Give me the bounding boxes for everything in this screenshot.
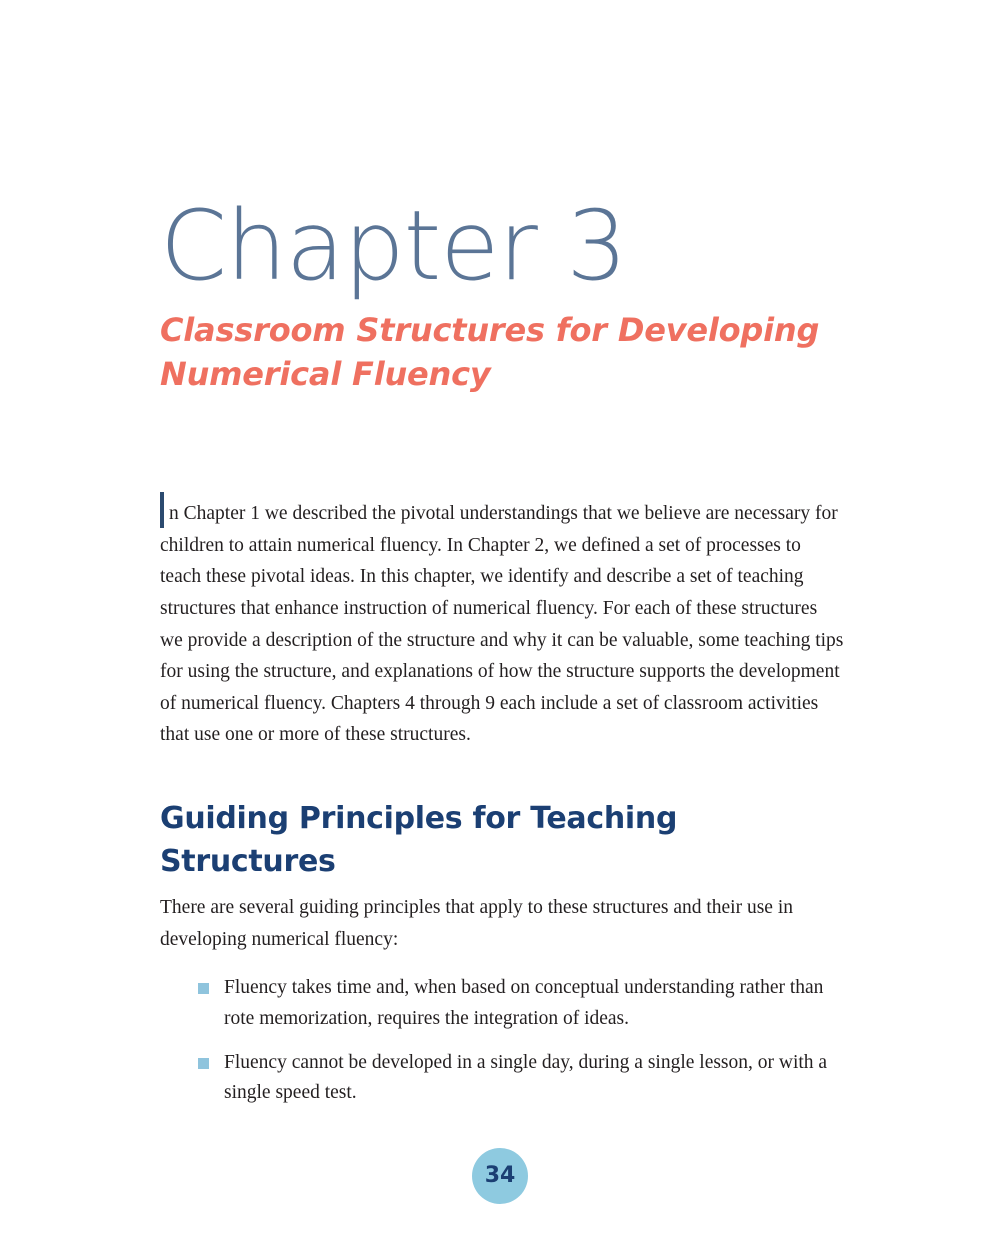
drop-cap-rule	[160, 492, 164, 528]
intro-paragraph-text: n Chapter 1 we described the pivotal understandings that we believe are necessary for children to attain numerical fluency. In Chapter 2, we defined a set of processes to teach these pivotal ideas. In this chapter, we identify and describe a set of teaching structures that enhance instruction of numerical fluency. For each of these structures we provide a description of the structure and why it can be valuable, some teaching tips for using the structure, and explanations of how the structure supports the development of numerical fluency. Chapters 4 through 9 each include a set of classroom activities that use one or more of these structures.	[160, 503, 844, 746]
list-item	[198, 1048, 844, 1109]
intro-paragraph	[160, 492, 844, 751]
page-footer	[0, 1148, 1000, 1204]
chapter-subtitle: Classroom Structures for Developing Numerical Fluency	[160, 311, 820, 394]
page-number: 34	[472, 1148, 528, 1204]
square-bullet-icon	[198, 983, 209, 994]
section-intro-text: There are several guiding principles that apply to these structures and their use in developing numerical fluency:	[160, 896, 793, 950]
list-item-text: Fluency cannot be developed in a single day, during a single lesson, or with a single speed test.	[224, 1051, 828, 1104]
principles-list	[160, 973, 844, 1109]
square-bullet-icon	[198, 1058, 209, 1069]
list-item	[198, 973, 844, 1034]
page-content	[160, 0, 844, 1123]
section-heading: Guiding Principles for Teaching Structures	[160, 800, 678, 880]
page-title: Chapter 3	[160, 190, 627, 302]
list-item-text: Fluency takes time and, when based on conceptual understanding rather than rote memorization, requires the integration of ideas.	[224, 977, 824, 1029]
